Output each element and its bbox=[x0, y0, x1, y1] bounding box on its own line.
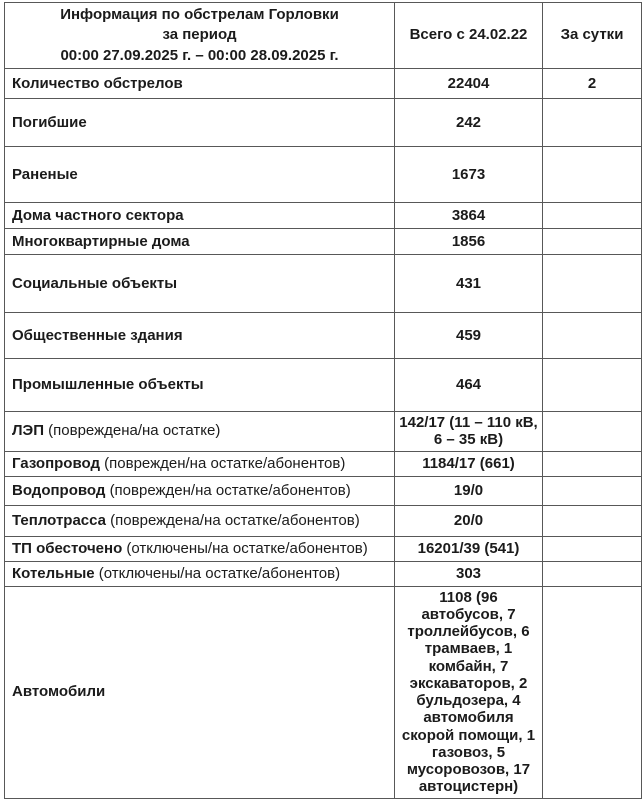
table-row bbox=[5, 313, 642, 359]
total-value-cell: 20/0 bbox=[395, 505, 543, 536]
total-value-cell: 1108 (96 автобусов, 7 троллейбусов, 6 трамваев, 1 комбайн, 7 экскаваторов, 2 бульдозера, 4 автомобиля скорой помощи, 1 газовоз, 5 мусоровозов, 17 автоцистерн) bbox=[395, 586, 543, 798]
total-value-cell: 22404 bbox=[395, 69, 543, 99]
daily-value-cell bbox=[543, 412, 642, 452]
row-label-cell bbox=[5, 99, 395, 147]
table-row bbox=[5, 536, 642, 561]
row-label-cell bbox=[5, 451, 395, 476]
row-label-cell bbox=[5, 359, 395, 412]
row-label-cell bbox=[5, 69, 395, 99]
table-row bbox=[5, 359, 642, 412]
row-label-cell bbox=[5, 229, 395, 255]
daily-value-cell bbox=[543, 255, 642, 313]
table-row bbox=[5, 229, 642, 255]
row-label-cell bbox=[5, 412, 395, 452]
daily-value-cell bbox=[543, 313, 642, 359]
table-title-line-2: за период bbox=[162, 26, 237, 44]
row-label-note: (повреждена/на остатке/абонентов) bbox=[110, 511, 360, 529]
row-label: Многоквартирные дома bbox=[12, 232, 190, 250]
total-value-cell: 19/0 bbox=[395, 476, 543, 505]
total-value-cell: 431 bbox=[395, 255, 543, 313]
daily-value-cell bbox=[543, 147, 642, 203]
row-label-cell bbox=[5, 476, 395, 505]
table-row bbox=[5, 147, 642, 203]
daily-value-cell bbox=[543, 359, 642, 412]
daily-value-cell bbox=[543, 536, 642, 561]
row-label: Общественные здания bbox=[12, 326, 183, 344]
table-title bbox=[5, 3, 395, 69]
table-row bbox=[5, 203, 642, 229]
row-label-note: (отключены/на остатке/абонентов) bbox=[126, 539, 368, 557]
total-value-cell: 1673 bbox=[395, 147, 543, 203]
column-header-daily: За сутки bbox=[543, 3, 642, 69]
row-label: Социальные объекты bbox=[12, 274, 178, 292]
row-label-cell bbox=[5, 313, 395, 359]
row-label: Теплотрасса bbox=[12, 511, 106, 529]
row-label: Количество обстрелов bbox=[12, 74, 183, 92]
daily-value-cell bbox=[543, 99, 642, 147]
row-label: Раненые bbox=[12, 165, 78, 183]
daily-value-cell bbox=[543, 586, 642, 798]
daily-value-cell bbox=[543, 229, 642, 255]
row-label-cell bbox=[5, 203, 395, 229]
table-row bbox=[5, 476, 642, 505]
table-row bbox=[5, 586, 642, 798]
row-label: Погибшие bbox=[12, 113, 87, 131]
row-label-cell bbox=[5, 255, 395, 313]
total-value-cell: 1184/17 (661) bbox=[395, 451, 543, 476]
daily-value-cell bbox=[543, 476, 642, 505]
table-row bbox=[5, 69, 642, 99]
daily-value-cell bbox=[543, 561, 642, 586]
daily-value-cell bbox=[543, 451, 642, 476]
table-row bbox=[5, 255, 642, 313]
row-label: ТП обесточено bbox=[12, 539, 123, 557]
total-value-cell: 142/17 (11 – 110 кВ, 6 – 35 кВ) bbox=[395, 412, 543, 452]
row-label: Газопровод bbox=[12, 454, 100, 472]
table-title-line-3: 00:00 27.09.2025 г. – 00:00 28.09.2025 г. bbox=[60, 46, 339, 64]
table-title-line-1: Информация по обстрелам Горловки bbox=[60, 6, 339, 24]
row-label: Водопровод bbox=[12, 481, 106, 499]
row-label: ЛЭП bbox=[12, 422, 44, 440]
daily-value-cell: 2 bbox=[543, 69, 642, 99]
row-label-cell bbox=[5, 586, 395, 798]
table-row bbox=[5, 451, 642, 476]
total-value-cell: 303 bbox=[395, 561, 543, 586]
header-row bbox=[5, 3, 642, 69]
row-label: Дома частного сектора bbox=[12, 206, 184, 224]
shelling-stats-table bbox=[4, 2, 642, 799]
row-label-note: (повреждена/на остатке) bbox=[48, 422, 221, 440]
column-header-total: Всего с 24.02.22 bbox=[395, 3, 543, 69]
row-label-note: (отключены/на остатке/абонентов) bbox=[98, 564, 341, 582]
total-value-cell: 464 bbox=[395, 359, 543, 412]
row-label: Промышленные объекты bbox=[12, 376, 204, 393]
row-label-cell bbox=[5, 561, 395, 586]
row-label: Автомобили bbox=[12, 683, 106, 700]
daily-value-cell bbox=[543, 203, 642, 229]
table-row bbox=[5, 99, 642, 147]
total-value-cell: 1856 bbox=[395, 229, 543, 255]
total-value-cell: 3864 bbox=[395, 203, 543, 229]
table-row bbox=[5, 412, 642, 452]
row-label-note: (поврежден/на остатке/абонентов) bbox=[109, 481, 351, 499]
row-label-cell bbox=[5, 147, 395, 203]
row-label-cell bbox=[5, 505, 395, 536]
daily-value-cell bbox=[543, 505, 642, 536]
total-value-cell: 16201/39 (541) bbox=[395, 536, 543, 561]
row-label-note: (поврежден/на остатке/абонентов) bbox=[104, 454, 346, 472]
table-row bbox=[5, 561, 642, 586]
total-value-cell: 459 bbox=[395, 313, 543, 359]
table-row bbox=[5, 505, 642, 536]
total-value-cell: 242 bbox=[395, 99, 543, 147]
row-label-cell bbox=[5, 536, 395, 561]
row-label: Котельные bbox=[12, 564, 95, 582]
